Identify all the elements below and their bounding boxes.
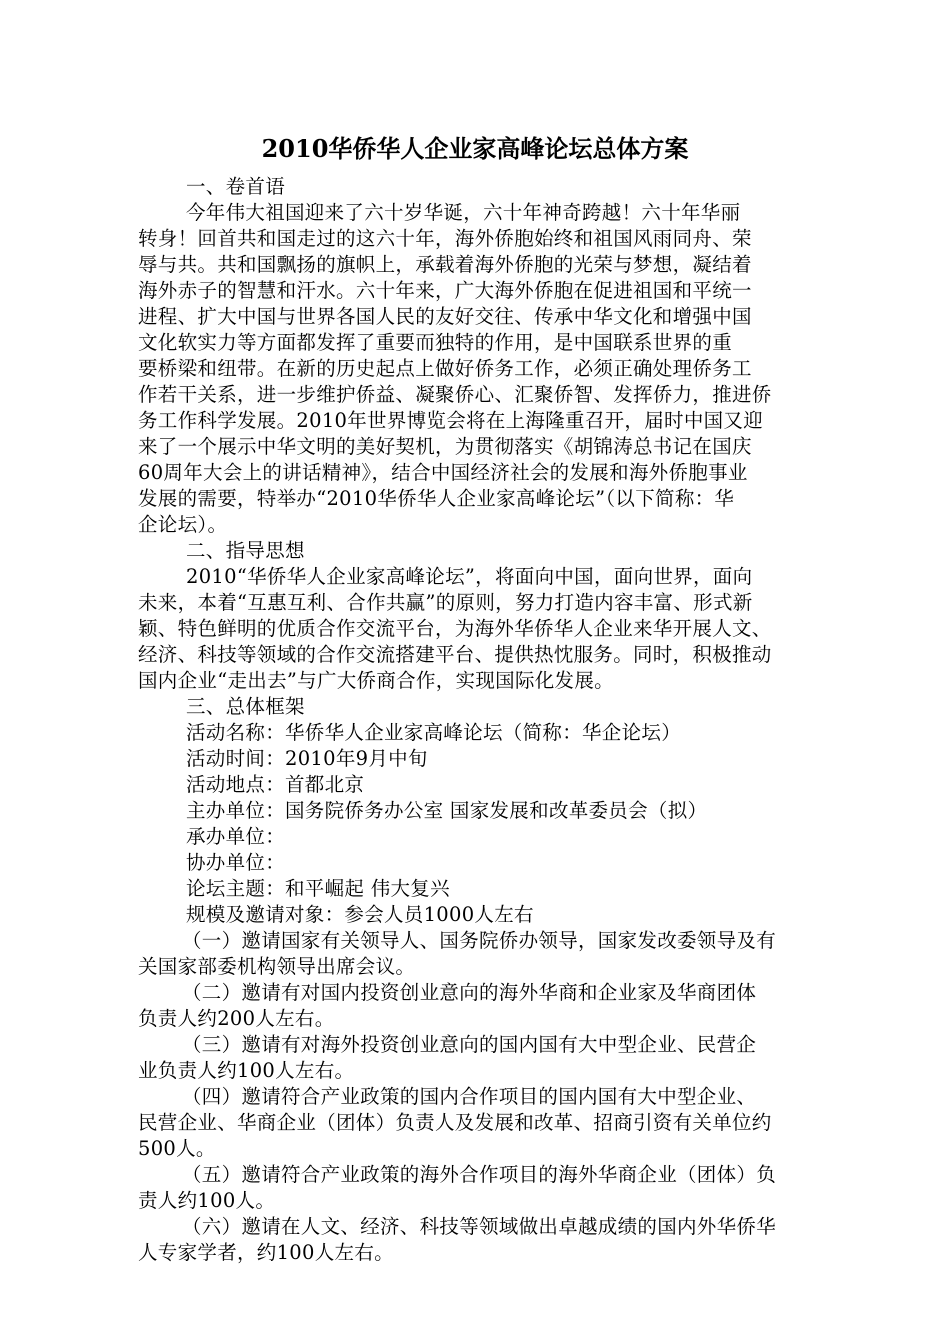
paragraph-line: 60周年大会上的讲话精神》，结合中国经济社会的发展和海外侨胞事业 [138,461,748,484]
paragraph-line: 来了一个展示中华文明的美好契机，为贯彻落实《胡锦涛总书记在国庆 [138,435,752,458]
scale-line: 规模及邀请对象：参会人员1000人左右 [186,903,534,926]
list-item: （六）邀请在人文、经济、科技等领域做出卓越成绩的国内外华侨华 [182,1215,777,1238]
paragraph-line: 未来，本着“互惠互利、合作共赢”的原则，努力打造内容丰富、形式新 [138,591,753,614]
co-organizer-line: 协办单位： [186,851,286,874]
list-item: （四）邀请符合产业政策的国内合作项目的国内国有大中型企业、 [182,1085,757,1108]
forum-theme-line: 论坛主题：和平崛起 伟大复兴 [186,877,450,900]
paragraph-line: 发展的需要，特举办“2010华侨华人企业家高峰论坛”（以下简称：华 [138,487,735,510]
event-time-line: 活动时间：2010年9月中旬 [186,747,428,770]
undertaker-line: 承办单位： [186,825,286,848]
paragraph-line: 今年伟大祖国迎来了六十岁华诞，六十年神奇跨越！六十年华丽 [186,201,741,224]
paragraph-line: 转身！回首共和国走过的这六十年，海外侨胞始终和祖国风雨同舟、荣 [138,227,752,250]
list-item: （三）邀请有对海外投资创业意向的国内国有大中型企业、民营企 [182,1033,757,1056]
section-heading-preface: 一、卷首语 [186,175,286,198]
paragraph-line: 颖、特色鲜明的优质合作交流平台，为海外华侨华人企业来华开展人文、 [138,617,772,640]
paragraph-line: 企论坛）。 [138,513,228,536]
event-name-line: 活动名称：华侨华人企业家高峰论坛（简称：华企论坛） [186,721,682,744]
list-item-continuation: 人专家学者，约100人左右。 [138,1241,394,1264]
section-heading-guiding-ideology: 二、指导思想 [186,539,305,562]
section-heading-framework: 三、总体框架 [186,695,305,718]
paragraph-line: 文化软实力等方面都发挥了重要而独特的作用，是中国联系世界的重 [138,331,733,354]
list-item: （五）邀请符合产业政策的海外合作项目的海外华商企业（团体）负 [182,1163,777,1186]
list-item-continuation: 500人。 [138,1137,216,1160]
list-item-continuation: 责人约100人。 [138,1189,276,1212]
paragraph-line: 辱与共。共和国飘扬的旗帜上，承载着海外侨胞的光荣与梦想，凝结着 [138,253,752,276]
list-item: （一）邀请国家有关领导人、国务院侨办领导，国家发改委领导及有 [182,929,777,952]
paragraph-line: 要桥梁和纽带。在新的历史起点上做好侨务工作，必须正确处理侨务工 [138,357,752,380]
list-item: （二）邀请有对国内投资创业意向的海外华商和企业家及华商团体 [182,981,757,1004]
paragraph-line: 国内企业“走出去”与广大侨商合作，实现国际化发展。 [138,669,614,692]
page-title: 2010华侨华人企业家高峰论坛总体方案 [261,134,689,163]
paragraph-line: 进程、扩大中国与世界各国人民的友好交往、传承中华文化和增强中国 [138,305,752,328]
paragraph-line: 经济、科技等领域的合作交流搭建平台、提供热忱服务。同时，积极推动 [138,643,772,666]
paragraph-line: 海外赤子的智慧和汗水。六十年来，广大海外侨胞在促进祖国和平统一 [138,279,752,302]
list-item-continuation: 民营企业、华商企业（团体）负责人及发展和改革、招商引资有关单位约 [138,1111,772,1134]
list-item-continuation: 业负责人约100人左右。 [138,1059,355,1082]
paragraph-line: 2010“华侨华人企业家高峰论坛”，将面向中国，面向世界，面向 [186,565,753,588]
list-item-continuation: 关国家部委机构领导出席会议。 [138,955,416,978]
paragraph-line: 作若干关系，进一步维护侨益、凝聚侨心、汇聚侨智、发挥侨力，推进侨 [138,383,772,406]
paragraph-line: 务工作科学发展。2010年世界博览会将在上海隆重召开，届时中国又迎 [138,409,764,432]
list-item-continuation: 负责人约200人左右。 [138,1007,335,1030]
organizer-line: 主办单位：国务院侨务办公室 国家发展和改革委员会（拟） [186,799,708,822]
event-location-line: 活动地点：首都北京 [186,773,365,796]
